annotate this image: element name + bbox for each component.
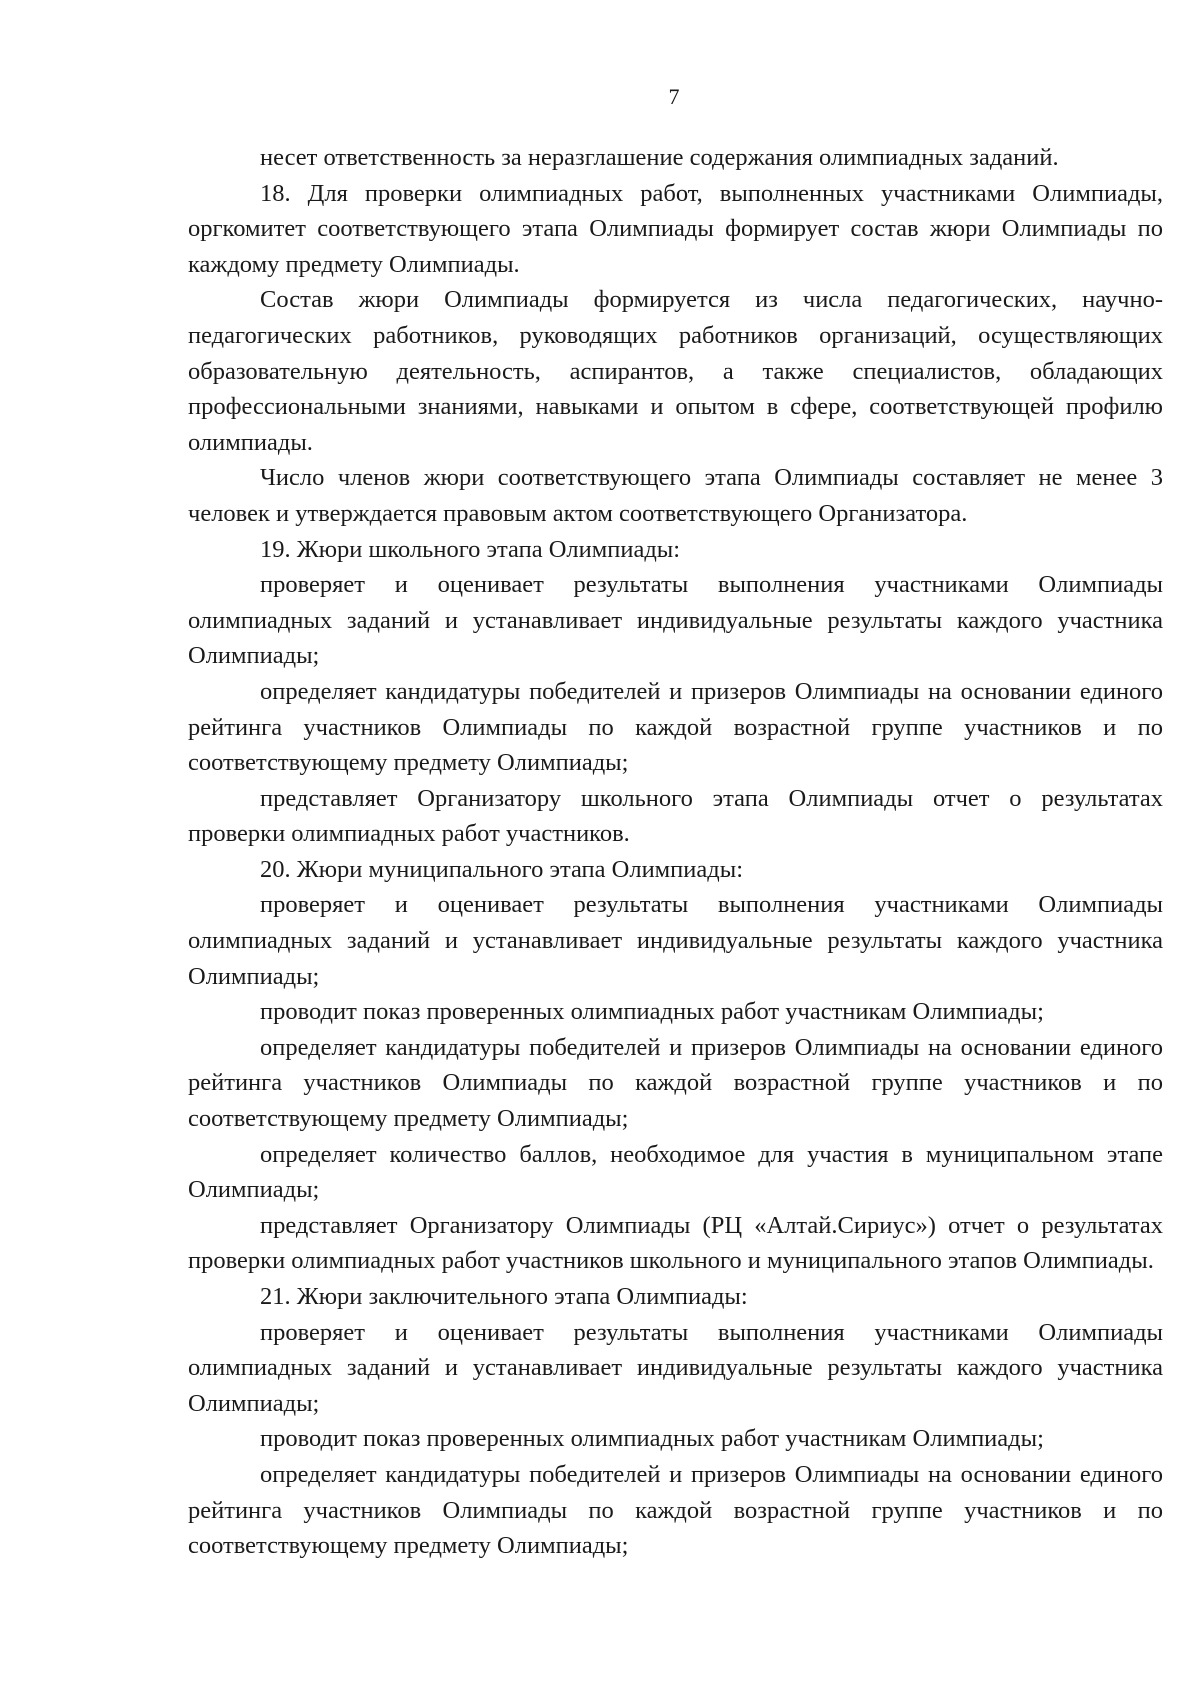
paragraph: 20. Жюри муниципального этапа Олимпиады: bbox=[260, 855, 744, 883]
paragraph: проводит показ проверенных олимпиадных работ участникам Олимпиады; bbox=[260, 998, 1044, 1026]
paragraph: проводит показ проверенных олимпиадных работ участникам Олимпиады; bbox=[260, 1425, 1044, 1453]
paragraph: определяет количество баллов, необходимое для участия в муниципальном этапе Олимпиады; bbox=[188, 1140, 1163, 1204]
paragraph: представляет Организатору Олимпиады (РЦ «Алтай.Сириус») отчет о результатах проверки олимпиадных работ участников школьного и муниципального этапов Олимпиады. bbox=[188, 1211, 1163, 1275]
paragraph: несет ответственность за неразглашение содержания олимпиадных заданий. bbox=[260, 144, 1059, 171]
page-number: 7 bbox=[668, 84, 680, 109]
paragraph: проверяет и оценивает результаты выполнения участниками Олимпиады олимпиадных заданий и устанавливает индивидуальные результаты каждого участника Олимпиады; bbox=[188, 571, 1163, 670]
paragraph: определяет кандидатуры победителей и призеров Олимпиады на основании единого рейтинга участников Олимпиады по каждой возрастной группе участников и по соответствующему предмету Олимпиады; bbox=[188, 1460, 1163, 1560]
paragraph: 19. Жюри школьного этапа Олимпиады: bbox=[260, 535, 681, 563]
paragraph: Состав жюри Олимпиады формируется из числа педагогических, научно-педагогических работников, руководящих работников организаций, осуществляющих образовательную деятельность, аспирантов, а также специалистов, обладающих профессиональными знаниями, навыками и опытом в сфере, соответствующей профилю олимпиады. bbox=[188, 286, 1163, 456]
paragraph: 21. Жюри заключительного этапа Олимпиады: bbox=[260, 1283, 748, 1310]
document-body bbox=[188, 140, 1163, 1564]
paragraph: проверяет и оценивает результаты выполнения участниками Олимпиады олимпиадных заданий и устанавливает индивидуальные результаты каждого участника Олимпиады; bbox=[188, 1318, 1163, 1417]
paragraph: Число членов жюри соответствующего этапа Олимпиады составляет не менее 3 человек и утверждается правовым актом соответствующего Организатора. bbox=[188, 464, 1163, 527]
paragraph: 18. Для проверки олимпиадных работ, выполненных участниками Олимпиады, оргкомитет соответствующего этапа Олимпиады формирует состав жюри Олимпиады по каждому предмету Олимпиады. bbox=[188, 179, 1163, 278]
paragraph: проверяет и оценивает результаты выполнения участниками Олимпиады олимпиадных заданий и устанавливает индивидуальные результаты каждого участника Олимпиады; bbox=[188, 891, 1163, 990]
paragraph: определяет кандидатуры победителей и призеров Олимпиады на основании единого рейтинга участников Олимпиады по каждой возрастной группе участников и по соответствующему предмету Олимпиады; bbox=[188, 677, 1163, 777]
paragraph: определяет кандидатуры победителей и призеров Олимпиады на основании единого рейтинга участников Олимпиады по каждой возрастной группе участников и по соответствующему предмету Олимпиады; bbox=[188, 1033, 1163, 1133]
paragraph: представляет Организатору школьного этапа Олимпиады отчет о результатах проверки олимпиадных работ участников. bbox=[188, 784, 1163, 848]
